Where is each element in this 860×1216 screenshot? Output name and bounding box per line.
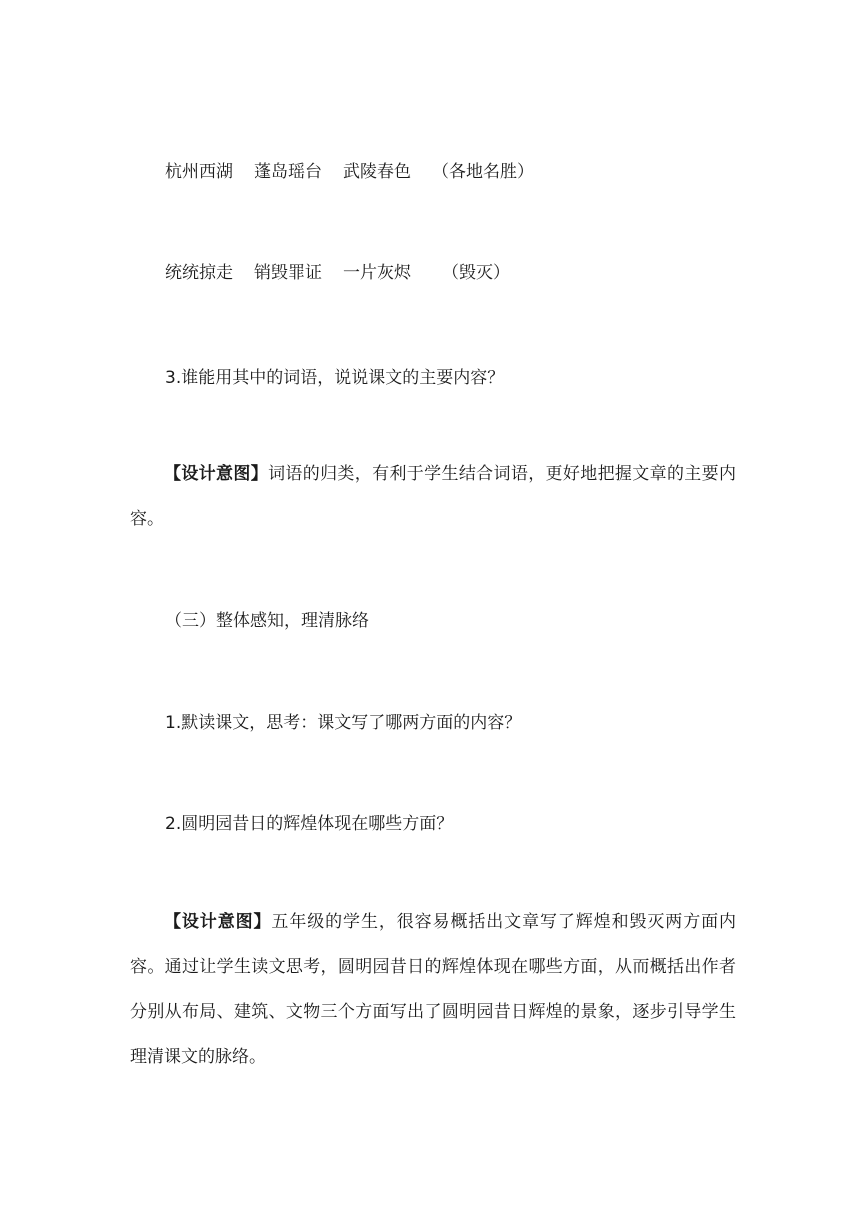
word-group-places [165,160,775,184]
word-hangzhou-xihu: 杭州西湖 [165,162,233,182]
word-group-tag: （毁灭） [442,263,510,283]
design-intent-text: 词语的归类，有利于学生结合词语，更好地把握文章的主要内容。 [130,464,736,529]
question-3: 3.谁能用其中的词语，说说课文的主要内容？ [165,368,505,388]
word-xiaohui-zuizheng: 销毁罪证 [254,263,322,283]
word-wuling-chunse: 武陵春色 [343,162,411,182]
section-heading-3: （三）整体感知，理清脉络 [165,611,369,631]
design-intent-2 [130,900,736,1080]
question-1: 1.默读课文，思考：课文写了哪两方面的内容？ [165,713,522,733]
word-tongtong-lüezou: 统统掠走 [165,263,233,283]
word-pengdao-yaotai: 蓬岛瑶台 [254,162,322,182]
design-intent-text: 五年级的学生，很容易概括出文章写了辉煌和毁灭两方面内容。通过让学生读文思考，圆明园昔日的辉煌体现在哪些方面，从而概括出作者分别从布局、建筑、文物三个方面写出了圆明园昔日辉煌的景象，逐步引导学生理清课文的脉络。 [130,912,737,1067]
design-intent-label: 【设计意图】 [164,464,269,484]
word-yipian-huijin: 一片灰烬 [343,263,411,283]
question-2: 2.圆明园昔日的辉煌体现在哪些方面？ [165,814,454,834]
word-group-destruction [165,261,775,285]
word-group-tag: （各地名胜） [432,162,534,182]
design-intent-label: 【设计意图】 [164,912,272,932]
design-intent-1 [130,452,736,542]
